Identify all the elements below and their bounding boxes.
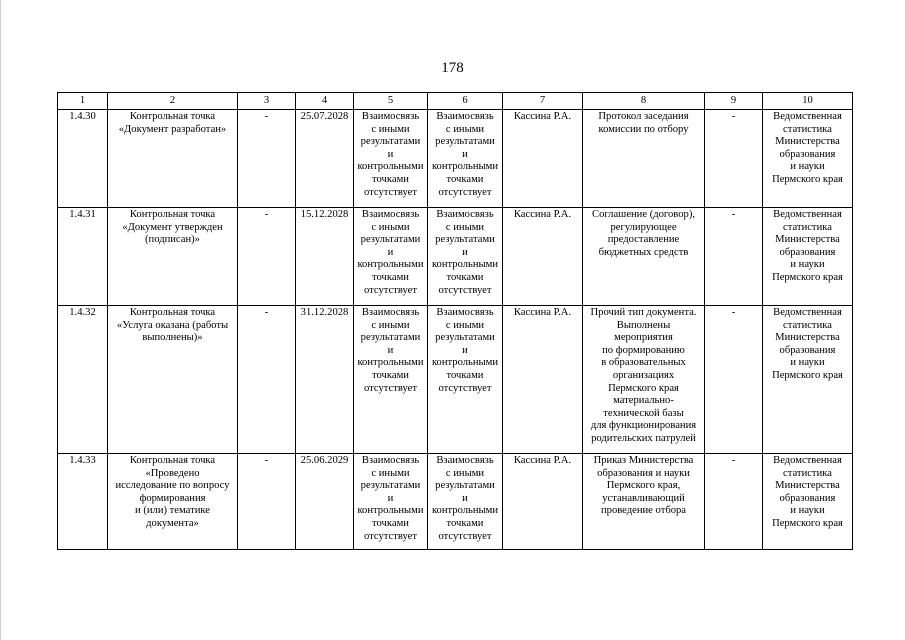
info-source: Ведомственная статистика Министерства образования и науки Пермского края (763, 454, 853, 550)
column-header: 3 (238, 93, 296, 110)
column-header: 5 (354, 93, 428, 110)
column-header: 8 (583, 93, 705, 110)
relation-cell: Взаимосвязь с иными результатами и контрольными точками отсутствует (354, 454, 428, 550)
due-date: 31.12.2028 (296, 306, 354, 454)
cell-dash: - (705, 208, 763, 306)
due-date: 15.12.2028 (296, 208, 354, 306)
responsible-person: Кассина Р.А. (503, 306, 583, 454)
row-number: 1.4.33 (58, 454, 108, 550)
due-date: 25.06.2029 (296, 454, 354, 550)
cell-dash: - (238, 454, 296, 550)
table-row (58, 110, 853, 208)
table-row (58, 306, 853, 454)
relation-cell: Взаимосвязь с иными результатами и контрольными точками отсутствует (354, 208, 428, 306)
table-row (58, 208, 853, 306)
relation-cell: Взаимосвязь с иными результатами и контрольными точками отсутствует (428, 454, 503, 550)
cell-dash: - (238, 110, 296, 208)
control-point-name: Контрольная точка «Документ разработан» (108, 110, 238, 208)
column-header: 1 (58, 93, 108, 110)
cell-dash: - (705, 454, 763, 550)
document-type: Соглашение (договор), регулирующее предоставление бюджетных средств (583, 208, 705, 306)
info-source: Ведомственная статистика Министерства образования и науки Пермского края (763, 208, 853, 306)
info-source: Ведомственная статистика Министерства образования и науки Пермского края (763, 110, 853, 208)
info-source: Ведомственная статистика Министерства образования и науки Пермского края (763, 306, 853, 454)
column-header: 10 (763, 93, 853, 110)
page-number: 178 (441, 60, 464, 76)
cell-dash: - (705, 306, 763, 454)
column-header: 9 (705, 93, 763, 110)
column-header: 2 (108, 93, 238, 110)
document-type: Приказ Министерства образования и науки Пермского края, устанавливающий проведение отбора (583, 454, 705, 550)
relation-cell: Взаимосвязь с иными результатами и контрольными точками отсутствует (354, 306, 428, 454)
cell-dash: - (238, 208, 296, 306)
due-date: 25.07.2028 (296, 110, 354, 208)
relation-cell: Взаимосвязь с иными результатами и контрольными точками отсутствует (428, 208, 503, 306)
cell-dash: - (705, 110, 763, 208)
control-points-table (57, 92, 853, 550)
responsible-person: Кассина Р.А. (503, 454, 583, 550)
column-header: 7 (503, 93, 583, 110)
table-row (58, 454, 853, 550)
document-type: Протокол заседания комиссии по отбору (583, 110, 705, 208)
relation-cell: Взаимосвязь с иными результатами и контрольными точками отсутствует (354, 110, 428, 208)
column-header: 4 (296, 93, 354, 110)
relation-cell: Взаимосвязь с иными результатами и контрольными точками отсутствует (428, 110, 503, 208)
column-header: 6 (428, 93, 503, 110)
table-header-row (58, 93, 853, 110)
responsible-person: Кассина Р.А. (503, 208, 583, 306)
cell-dash: - (238, 306, 296, 454)
row-number: 1.4.30 (58, 110, 108, 208)
control-point-name: Контрольная точка «Проведено исследование по вопросу формирования и (или) тематике документа» (108, 454, 238, 550)
row-number: 1.4.32 (58, 306, 108, 454)
page-edge (0, 0, 1, 640)
control-point-name: Контрольная точка «Услуга оказана (работы выполнены)» (108, 306, 238, 454)
control-point-name: Контрольная точка «Документ утвержден (подписан)» (108, 208, 238, 306)
document-type: Прочий тип документа. Выполнены мероприятия по формированию в образовательных организациях Пермского края материально- технической базы для функционирования родительских патрулей (583, 306, 705, 454)
responsible-person: Кассина Р.А. (503, 110, 583, 208)
row-number: 1.4.31 (58, 208, 108, 306)
relation-cell: Взаимосвязь с иными результатами и контрольными точками отсутствует (428, 306, 503, 454)
